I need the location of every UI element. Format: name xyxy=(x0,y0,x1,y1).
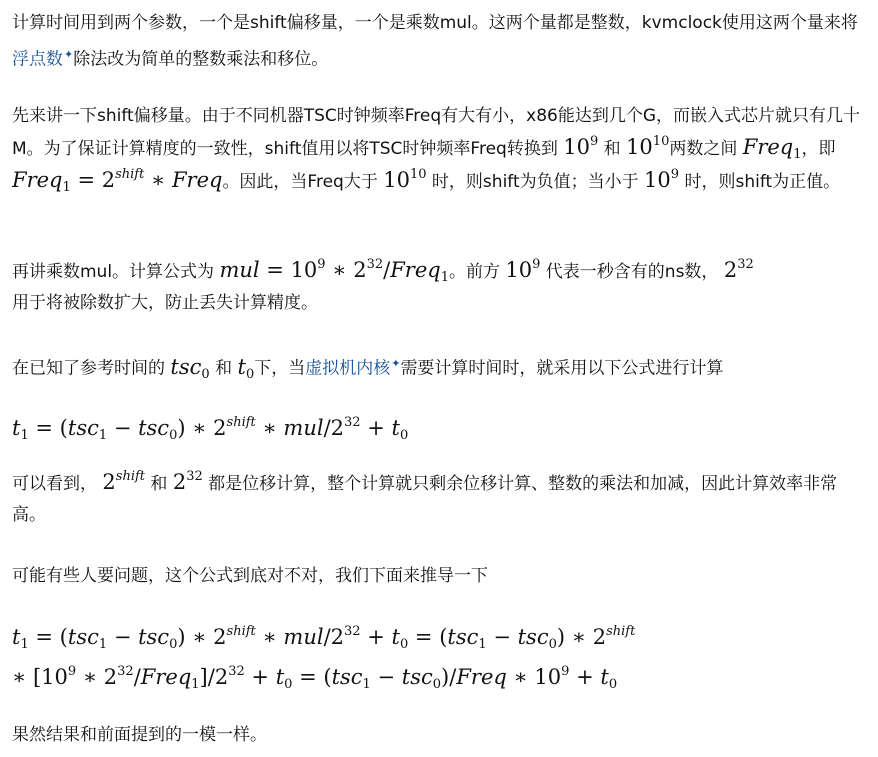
math-mul-formula: mul = $10^9$ ∗ $2^{32}/Freq_1$ xyxy=(219,257,449,285)
math-freq1: Freq$_1$ xyxy=(742,135,802,162)
math-10-10: $10^{10}$ xyxy=(626,134,670,159)
math-tsc0: tsc$_0$ xyxy=(170,354,210,382)
text: 和 xyxy=(145,474,173,494)
text: 和 xyxy=(598,139,627,159)
math-t0: $t_0$ xyxy=(237,354,255,382)
math-10-9: $10^9$ xyxy=(505,257,541,282)
text: 都是位移计算，整个计算就只剩余位移计算、整数的乘法和加减，因此计算效率非常高。 xyxy=(12,474,838,525)
math-10-9: $10^9$ xyxy=(563,134,599,159)
equation-derivation: $t_1 = (tsc_1 - tsc_0)$ ∗ $2^{shift}$ ∗ mul/$2^{32} + t_0 = (tsc_1 - tsc_0)$ ∗ $2^{shift}$ ∗ [$10^9$ ∗ $2^{32}/Freq_1]/2^{32} + t_0 = (tsc_1$ − tsc$_0$)/Freq ∗ $10^9 + t_0$ xyxy=(12,624,636,692)
text: 用于将被除数扩大，防止丢失计算精度。 xyxy=(12,293,318,313)
math-10-10: $10^{10}$ xyxy=(383,167,427,192)
sparkle-icon[interactable]: ✦ xyxy=(64,48,74,61)
text: ，即 xyxy=(801,139,836,159)
text: 可能有些人要问题，这个公式到底对不对，我们下面来推导一下 xyxy=(12,566,488,586)
equation-time: $t_1 = (tsc_1 - tsc_0)$ ∗ $2^{shift}$ ∗ mul/$2^{32} + t_0$ xyxy=(12,415,409,443)
text: 。前方 xyxy=(448,262,506,282)
math-2-32: $2^{32}$ xyxy=(172,469,203,494)
text: 时，则shift为负值；当小于 xyxy=(426,172,645,192)
text: 。因此，当Freq大于 xyxy=(222,172,384,192)
paragraph-conclusion xyxy=(12,720,267,751)
text: 除法改为简单的整数乘法和移位。 xyxy=(73,49,329,70)
paragraph-mul xyxy=(12,255,754,319)
text: 代表一秒含有的ns数， xyxy=(540,262,724,282)
math-2-shift: $2^{shift}$ xyxy=(102,469,146,494)
text: 时，则shift为正值。 xyxy=(679,172,841,192)
sparkle-icon[interactable]: ✦ xyxy=(391,357,401,370)
text: 在已知了参考时间的 xyxy=(12,358,171,379)
paragraph-derive-intro xyxy=(12,561,488,592)
text: 果然结果和前面提到的一模一样。 xyxy=(12,725,267,745)
text: 和 xyxy=(209,358,238,379)
text: 下，当 xyxy=(254,358,306,379)
text: 计算时间用到两个参数，一个是shift偏移量，一个是乘数mul。这两个量都是整数，kvmclock使用这两个量来将 xyxy=(12,13,858,33)
link-floating-point[interactable]: 浮点数 xyxy=(12,49,63,70)
paragraph-shift xyxy=(12,101,868,198)
paragraph-efficiency xyxy=(12,467,868,531)
paragraph-reference xyxy=(12,348,723,385)
text: 再讲乘数mul。计算公式为 xyxy=(12,262,220,282)
text: 可以看到， xyxy=(12,474,103,494)
paragraph-intro xyxy=(12,8,868,76)
math-10-9: $10^9$ xyxy=(644,167,680,192)
math-freq1-equation: Freq$_1$ = $2^{shift}$ ∗ Freq xyxy=(12,167,223,195)
text: 两数之间 xyxy=(669,139,743,159)
link-vm-kernel[interactable]: 虚拟机内核 xyxy=(305,358,391,379)
math-2-32: $2^{32}$ xyxy=(723,257,754,282)
text: 先来讲一下shift偏移量。由于不同机器TSC时钟频率Freq有大有小，x86能达到几个G，而嵌入式芯片就只有几十M。为了保证计算精度的一致性，shift值用以将TSC时钟频率Freq转换到 xyxy=(12,106,861,159)
text: 需要计算时间时，就采用以下公式进行计算 xyxy=(400,358,724,379)
